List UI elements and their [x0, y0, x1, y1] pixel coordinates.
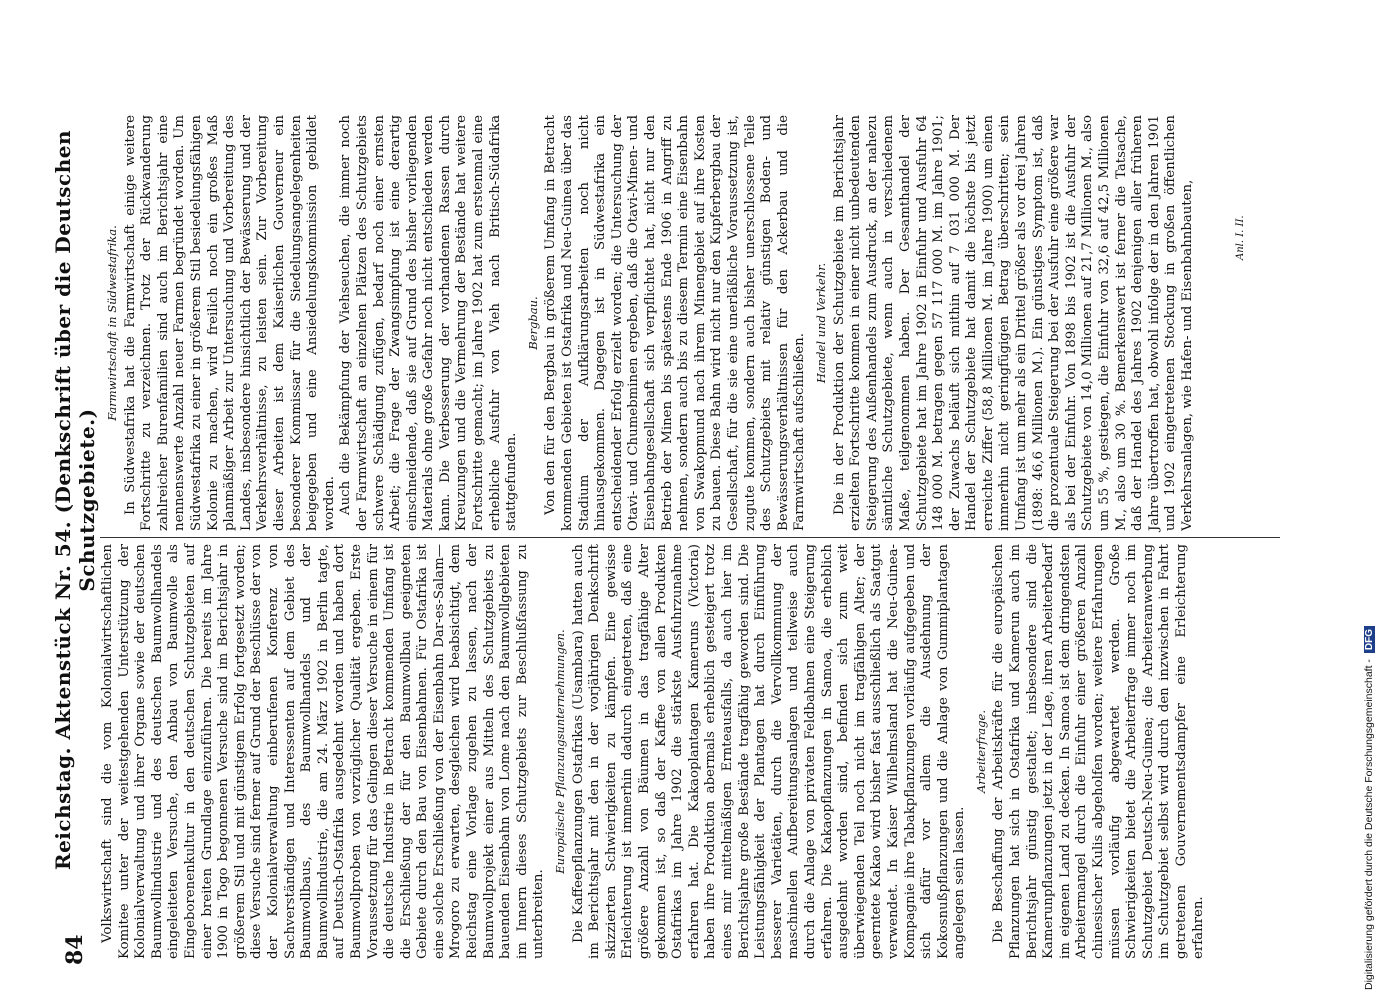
margin-note: Anl. I. II. [1235, 215, 1246, 260]
paragraph: Auch die Bekämpfung der Viehseuchen, die immer noch der Farmwirtschaft an einzelnen Plätzen des Schutzgebiets schwere Schädigung zufügen, bedarf noch einer ernsten Arbeit; die Frage der Zwangsimpfung ist eine derartig einschneidende, daß sie auf Grund des bisher vorliegenden Materials ohne große Gefahr noch nicht entschieden werden kann. Die Verbesserung der vorhandenen Rassen durch Kreuzungen und die Vermehrung der Bestände hat weitere Fortschritte gemacht; im Jahre 1902 hat zum erstenmal eine erhebliche Ausfuhr von Vieh nach Britisch-Südafrika stattgefunden. [338, 115, 520, 531]
right-column [100, 109, 1280, 537]
stamp-text: Digitalisierung gefördert durch die Deutsche Forschungsgemeinschaft - [1363, 659, 1375, 990]
page-header [51, 105, 99, 965]
section-heading: Europäische Pflanzungsunternehmungen. [553, 629, 568, 874]
page-title: Reichstag. Aktenstück Nr. 54. (Denkschrift über die Deutschen Schutzgebiete.) [51, 129, 99, 871]
paragraph: Die Kaffeepflanzungen Ostafrikas (Usambara) hatten auch im Berichtsjahr mit den in der vorjährigen Denkschrift skizzierten Schwierigkeiten zu kämpfen. Eine gewisse Erleichterung ist immerhin dadurch eingetreten, daß eine größere Anzahl von Bäumen in das tragfähige Alter gekommen ist, so daß der Kaffee von allen Produkten Ostafrikas im Jahre 1902 die stärkste Ausfuhrzunahme erfahren hat. Die Kakaoplantagen Kameruns (Victoria) haben ihre Produktion abermals erheblich gesteigert trotz eines mir mittelmäßigen Ernteausfalls, da auch hier im Berichtsjahre große Bestände tragfähig geworden sind. Die Leistungsfähigkeit der Plantagen hat durch Einführung besserer Varietäten, durch die Vervollkommnung der maschinellen Aufbereitungsanlagen und teilweise auch durch die Anlage von privaten Feldbahnen eine Steigerung erfahren. Die Kakaopflanzungen in Samoa, die erheblich ausgedehnt worden sind, befinden sich zum weit überwiegenden Teil noch nicht im tragfähigen Alter; der geerntete Kakao wird bisher fast ausschließlich als Saatgut verwendet. In Kaiser Wilhelmsland hat die Neu-Guinea-Kompagnie ihre Tabakpflanzungen vorläufig aufgegeben und sich dafür vor allem die Ausdehnung der Kokosnußpflanzungen und die Anlage von Gummiplantagen angelegen sein lassen. [570, 544, 968, 959]
paragraph: Die in der Produktion der Schutzgebiete im Berichtsjahr erzielten Fortschritte kommen in einer nicht unbedeutenden Steigerung des Außenhandels zum Ausdruck, an der nahezu sämtliche Schutzgebiete, wenn auch in verschiedenem Maße, teilgenommen haben. Der Gesamthandel der Schutzgebiete hat im Jahre 1902 in Einfuhr und Ausfuhr 64 148 000 M. betragen gegen 57 117 000 M. im Jahre 1901; der Zuwachs beläuft sich mithin auf 7 031 000 M. Der Handel der Schutzgebiete hat damit die höchste bis jetzt erreichte Ziffer (58,8 Millionen M. im Jahre 1900) um einen immerhin nicht geringfügigen Betrag überschritten; sein Umfang ist um mehr als ein Drittel größer als vor drei Jahren (1898: 46,6 Millionen M.). Ein günstiges Symptom ist, daß die prozentuale Steigerung bei der Ausfuhr eine größere war als bei der Einfuhr. Von 1898 bis 1902 ist die Ausfuhr der Schutzgebiete von 14,0 Millionen auf 21,7 Millionen M., also um 55 %, gestiegen, die Einfuhr von 32,6 auf 42,5 Millionen M., also um 30 %. Bemerkenswert ist ferner die Tatsache, daß der Handel des Jahres 1902 denjenigen aller früheren Jahre übertroffen hat, obwohl infolge der in den Jahren 1901 und 1902 eingetretenen Stockung in großen öffentlichen Verkehrsanlagen, wie Hafen- und Eisenbahnbauten, [831, 115, 1195, 531]
page-number: 84 [62, 934, 88, 965]
section-heading: Bergbau. [525, 296, 540, 350]
document-page [51, 105, 1360, 965]
paragraph: In Südwestafrika hat die Farmwirtschaft einige weitere Fortschritte zu verzeichnen. Trotz der Rückwanderung zahlreicher Burenfamilien sind auch im Berichtsjahr eine nennenswerte Anzahl neuer Farmen begründet worden. Um Südwestafrika zu einer in größerem Stil besiedelungsfähigen Kolonie zu machen, wird freilich noch ein großes Maß planmäßiger Arbeit zur Untersuchung und Vorbereitung des Landes, insbesondere hinsichtlich der Bewässerung und der Verkehrsverhältnisse, zu leisten sein. Zur Vorbereitung dieser Arbeiten ist dem Kaiserlichen Gouverneur ein besonderer Kommissar für die Siedelungsangelegenheiten beigegeben und eine Ansiedelungskommission gebildet worden. [122, 115, 337, 531]
dfg-logo: DFG [1364, 626, 1375, 653]
paragraph: Die Beschaffung der Arbeitskräfte für die europäischen Pflanzungen hat sich in Ostafrika und Kamerun auch im Berichtsjahr günstig gestaltet; insbesondere sind die Kamerunpflanzungen jetzt in der Lage, ihren Arbeiterbedarf im eigenen Land zu decken. In Samoa ist dem dringendsten Arbeitermangel durch die Einfuhr einer größeren Anzahl chinesischer Kulis abgeholfen worden; weitere Erfahrungen müssen vorläufig abgewartet werden. Große Schwierigkeiten bietet die Arbeiterfrage immer noch im Schutzgebiet Deutsch-Neu-Guinea; die Arbeiteranwerbung im Schutzgebiet selbst wird durch den inzwischen in Fahrt getretenen Gouvernementsdampfer eine Erleichterung erfahren. [991, 544, 1206, 959]
section-heading: Handel und Verkehr. [813, 262, 828, 384]
left-column [100, 537, 1280, 965]
section-heading: Arbeiterfrage. [973, 710, 988, 794]
section-heading: Farmwirtschaft in Südwestafrika. [105, 225, 119, 421]
paragraph: Von den für den Bergbau in größerem Umfang in Betracht kommenden Gebieten ist Ostafrika und Neu-Guinea über das Stadium der Aufklärungsarbeiten noch nicht hinausgekommen. Dagegen ist in Südwestafrika ein entscheidender Erfolg erzielt worden; die Untersuchung der Otavi- und Chumebminen ergeben, daß die Otavi-Minen- und Eisenbahngesellschaft sich verpflichtet hat, nicht nur den Betrieb der Minen bis spätestens Ende 1906 in Angriff zu nehmen, sondern auch bis zu diesem Termin eine Eisenbahn von Swakopmund nach ihrem Minengebiet auf ihre Kosten zu bauen. Diese Bahn wird nicht nur den Kupferbergbau der Gesellschaft, für die sie eine unerläßliche Voraussetzung ist, zugute kommen, sondern auch bisher unerschlossene Teile des Schutzgebiets mit relativ günstigen Boden- und Bewässerungsverhältnissen für den Ackerbau und die Farmwirtschaft aufschließen. [543, 115, 808, 531]
paragraph: Volkswirtschaft sind die vom Kolonialwirtschaftlichen Komitee unter der weitestgehenden Unterstützung der Kolonialverwaltung und ihrer Organe sowie der deutschen Baumwollindustrie und des deutschen Baumwollhandels eingeleiteten Versuche, den Anbau von Baumwolle als Eingeborenenkultur in den deutschen Schutzgebieten auf einer breiten Grundlage einzuführen. Die bereits im Jahre 1900 in Togo begonnenen Versuche sind im Berichtsjahr in größerem Stil und mit günstigem Erfolg fortgesetzt worden; diese Versuche sind ferner auf Grund der Beschlüsse der von der Kolonialverwaltung einberufenen Konferenz von Sachverständigen und Interessenten auf dem Gebiet des Baumwollbaus, des Baumwollhandels und der Baumwollindustrie, die am 24. März 1902 in Berlin tagte, auf Deutsch-Ostafrika ausgedehnt worden und haben dort Baumwollproben von vorzüglicher Qualität ergeben. Erste Voraussetzung für das Gelingen dieser Versuche in einem für die deutsche Industrie in Betracht kommenden Umfang ist die Erschließung der für den Baumwollbau geeigneten Gebiete durch den Bau von Eisenbahnen. Für Ostafrika ist eine solche Erschließung von der Eisenbahn Dar-es-Salam—Mrogoro zu erwarten, desgleichen wird beabsichtigt, dem Reichstag eine Vorlage zugehen zu lassen, nach der Baumwollprojekt einer aus Mitteln des Schutzgebiets zu bauenden Eisenbahn von Lome nach den Baumwollgebieten im Innern dieses Schutzgebiets zur Beschlußfassung zu unterbreiten. [100, 544, 547, 959]
digitization-stamp [1360, 0, 1378, 990]
text-columns [100, 105, 1280, 965]
